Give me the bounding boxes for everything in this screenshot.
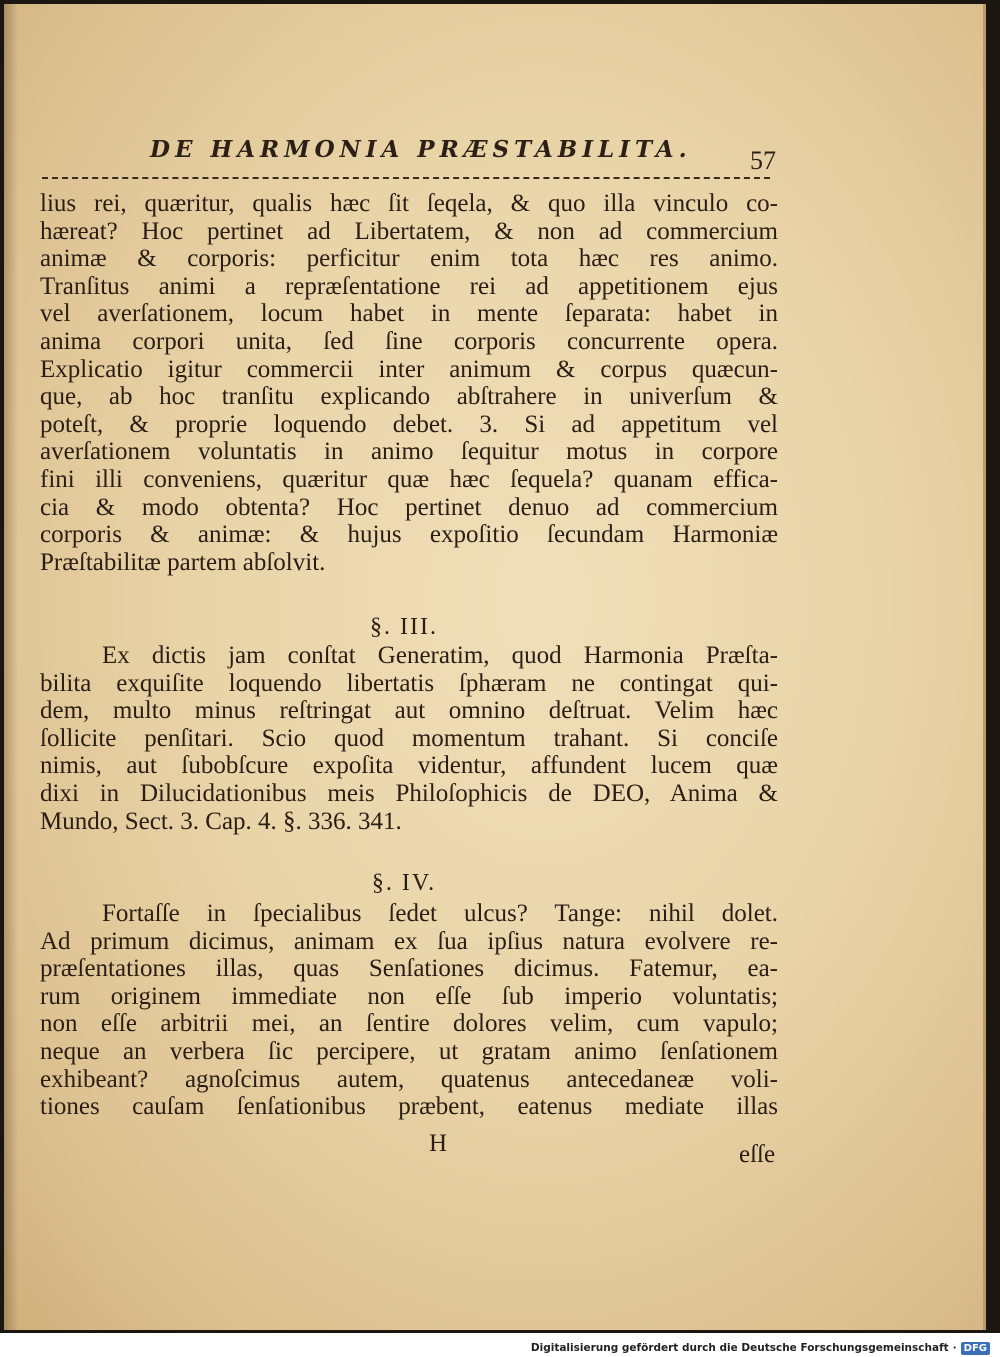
text-line: lius rei, quæritur, qualis hæc ſit ſeqela, & quo illa vinculo co- [40, 190, 778, 217]
text-line: Tranſitus animi a repræſentatione rei ad appetitionem ejus [40, 272, 778, 300]
text-line: anima corpori unita, ſed ſine corporis concurrente opera. [40, 327, 778, 355]
text-line: animæ & corporis: perficitur enim tota hæc res animo. [40, 245, 778, 273]
text-line: corporis & animæ: & hujus expoſitio ſecundam Harmoniæ [40, 521, 778, 549]
section-iii-paragraph [40, 642, 778, 835]
text-line: que, ab hoc tranſitu explicando abſtrahere in univerſum & [40, 383, 778, 411]
book-page [4, 4, 986, 1330]
text-line: præſentationes illas, quas Senſationes dicimus. Fatemur, ea- [40, 955, 778, 983]
text-line: rum originem immediate non eſſe ſub imperio voluntatis; [40, 982, 778, 1010]
text-line: vel averſationem, locum habet in mente ſeparata: habet in [40, 300, 778, 328]
text-line: dixi in Dilucidationibus meis Philoſophicis de DEO, Anima & [40, 779, 778, 807]
text-line: neque an verbera ſic percipere, ut gratam animo ſenſationem [40, 1037, 778, 1065]
text-line: Ex dictis jam conſtat Generatim, quod Harmonia Præſta- [102, 642, 778, 669]
text-line: Ad primum dicimus, animam ex ſua ipſius natura evolvere re- [40, 927, 778, 955]
paragraph-continued [40, 190, 778, 576]
text-line: cia & modo obtenta? Hoc pertinet denuo ad commercium [40, 493, 778, 521]
text-line: dem, multo minus reſtringat aut omnino deſtruat. Velim hæc [40, 697, 778, 725]
text-line: Fortaſſe in ſpecialibus ſedet ulcus? Tange: nihil dolet. [102, 900, 778, 927]
page-number: 57 [750, 146, 776, 175]
text-line: hæreat? Hoc pertinet ad Libertatem, & non ad commercium [40, 217, 778, 245]
running-title: DE HARMONIA PRÆSTABILITA. [150, 136, 692, 163]
header-rule [42, 177, 770, 179]
text-line: ſollicite penſitari. Scio quod momentum trahant. Si conciſe [40, 724, 778, 752]
separator-dot: · [952, 1342, 957, 1354]
text-line: Mundo, Sect. 3. Cap. 4. §. 336. 341. [40, 807, 402, 835]
text-line: bilita exquiſite loquendo libertatis ſphæram ne contingat qui- [40, 669, 778, 697]
section-iv-paragraph [40, 900, 778, 1121]
text-line: fini illi conveniens, quæritur quæ hæc ſequela? quanam effica- [40, 465, 778, 493]
text-line: tiones cauſam ſenſationibus præbent, eatenus mediate illas [40, 1093, 778, 1121]
catchword: eſſe [739, 1141, 776, 1168]
text-line: non eſſe arbitrii mei, an ſentire dolores velim, cum vapulo; [40, 1010, 778, 1038]
text-line: nimis, aut ſubobſcure expoſita videntur, affundent lucem quæ [40, 752, 778, 780]
section-heading-iv: §. IV. [371, 870, 437, 896]
text-line: averſationem voluntatis in animo ſequitur motus in corpore [40, 438, 778, 466]
text-line: Explicatio igitur commercii inter animum & corpus quæcun- [40, 355, 778, 383]
text-line: exhibeant? agnoſcimus autem, quatenus antecedaneæ voli- [40, 1065, 778, 1093]
text-line: poteſt, & proprie loquendo debet. 3. Si ad appetitum vel [40, 410, 778, 438]
signature-mark: H [429, 1130, 448, 1157]
credit-text: Digitalisierung gefördert durch die Deutsche Forschungsgemeinschaft [530, 1342, 949, 1354]
text-line: Præſtabilitæ partem abſolvit. [40, 548, 326, 576]
digitization-credit [531, 1340, 990, 1356]
section-heading-iii: §. III. [370, 614, 438, 640]
dfg-logo-icon[interactable]: DFG [961, 1342, 990, 1355]
